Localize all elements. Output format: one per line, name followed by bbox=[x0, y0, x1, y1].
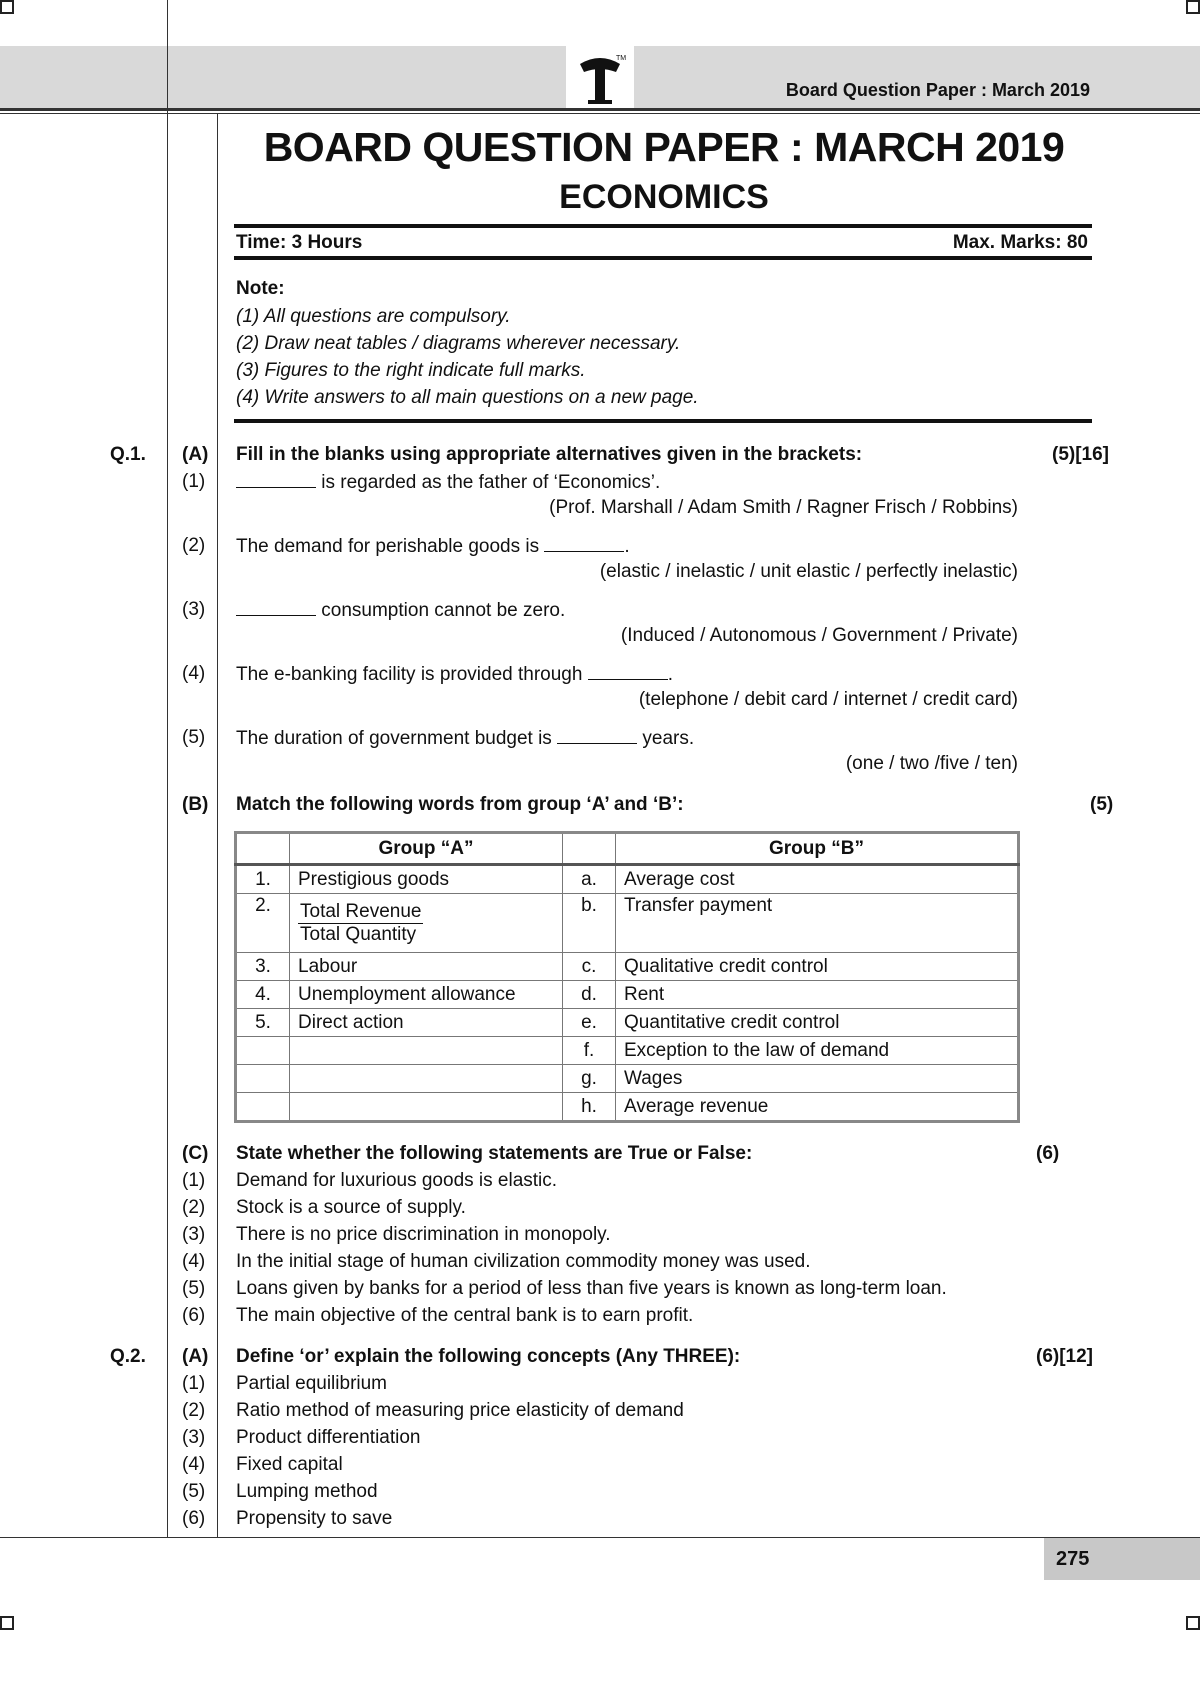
options-text: (one / two /five / ten) bbox=[845, 753, 1018, 774]
statement-item: There is no price discrimination in monopoly. bbox=[236, 1224, 611, 1245]
logo bbox=[566, 46, 634, 108]
question-number: Q.1. bbox=[110, 444, 146, 465]
statement-item: Demand for luxurious goods is elastic. bbox=[236, 1170, 558, 1191]
item-number: (5) bbox=[182, 1278, 206, 1299]
item-number: (5) bbox=[182, 1481, 206, 1502]
concept-item: Lumping method bbox=[236, 1481, 378, 1502]
section-heading: Match the following words from group ‘A’ and ‘B’: bbox=[236, 794, 684, 815]
options-text: (telephone / debit card / internet / credit card) bbox=[638, 689, 1018, 710]
item-number: (1) bbox=[182, 471, 206, 492]
header-rule bbox=[0, 113, 1200, 114]
crop-mark bbox=[1186, 0, 1200, 14]
note-item: (3) Figures to the right indicate full marks. bbox=[236, 360, 586, 381]
item-number: (1) bbox=[182, 1373, 206, 1394]
margin-line bbox=[167, 0, 168, 1537]
blank-line bbox=[588, 663, 668, 680]
header-rule bbox=[0, 108, 1200, 111]
table-row: 3. Labour c. Qualitative credit control bbox=[236, 953, 1019, 981]
group-a-header: Group “A” bbox=[290, 833, 563, 865]
table-row: f. Exception to the law of demand bbox=[236, 1037, 1019, 1065]
note-item: (2) Draw neat tables / diagrams wherever necessary. bbox=[236, 333, 681, 354]
item-number: (6) bbox=[182, 1508, 206, 1529]
note-item: (1) All questions are compulsory. bbox=[236, 306, 511, 327]
section-label: (B) bbox=[182, 794, 209, 815]
table-row: g. Wages bbox=[236, 1065, 1019, 1093]
statement-item: The main objective of the central bank is to earn profit. bbox=[236, 1305, 694, 1326]
fill-blank-item: The duration of government budget is years. bbox=[236, 728, 695, 749]
table-row: 5. Direct action e. Quantitative credit control bbox=[236, 1009, 1019, 1037]
fill-blank-item: The demand for perishable goods is . bbox=[236, 536, 630, 557]
blank-line bbox=[557, 727, 637, 744]
section-label: (A) bbox=[182, 444, 209, 465]
page-number: 275 bbox=[1056, 1548, 1090, 1570]
title-rule bbox=[234, 256, 1092, 260]
max-marks-label: Max. Marks: 80 bbox=[952, 232, 1088, 253]
crop-mark bbox=[1186, 1616, 1200, 1630]
title-rule bbox=[234, 224, 1092, 228]
fill-blank-item: consumption cannot be zero. bbox=[236, 599, 565, 622]
item-number: (5) bbox=[182, 727, 206, 748]
crop-mark bbox=[0, 1616, 14, 1630]
question-number: Q.2. bbox=[110, 1346, 146, 1367]
section-marks: (6)[12] bbox=[1036, 1346, 1094, 1367]
svg-text:TM: TM bbox=[616, 55, 627, 62]
time-label: Time: 3 Hours bbox=[236, 232, 363, 253]
section-heading: State whether the following statements are True or False: bbox=[236, 1143, 753, 1164]
statement-item: Loans given by banks for a period of less than five years is known as long-term loan. bbox=[236, 1278, 947, 1299]
item-number: (2) bbox=[182, 1197, 206, 1218]
item-number: (3) bbox=[182, 599, 206, 620]
table-row: 2. Total Revenue Total Quantity b. Transfer payment bbox=[236, 894, 1019, 953]
section-heading: Fill in the blanks using appropriate alternatives given in the brackets: bbox=[236, 444, 863, 465]
item-number: (6) bbox=[182, 1305, 206, 1326]
subject-title: ECONOMICS bbox=[559, 178, 769, 216]
crop-mark bbox=[0, 0, 14, 14]
table-row: h. Average revenue bbox=[236, 1093, 1019, 1122]
section-marks: (5)[16] bbox=[1052, 444, 1110, 465]
item-number: (2) bbox=[182, 535, 206, 556]
table-row: 4. Unemployment allowance d. Rent bbox=[236, 981, 1019, 1009]
footer-rule bbox=[0, 1537, 1200, 1538]
item-number: (3) bbox=[182, 1427, 206, 1448]
statement-item: Stock is a source of supply. bbox=[236, 1197, 466, 1218]
statement-item: In the initial stage of human civilization commodity money was used. bbox=[236, 1251, 811, 1272]
concept-item: Partial equilibrium bbox=[236, 1373, 388, 1394]
blank-line bbox=[544, 535, 624, 552]
section-label: (C) bbox=[182, 1143, 209, 1164]
section-marks: (6) bbox=[1036, 1143, 1060, 1164]
section-marks: (5) bbox=[1090, 794, 1114, 815]
blank-line bbox=[236, 471, 316, 488]
options-text: (Induced / Autonomous / Government / Private) bbox=[620, 625, 1018, 646]
options-text: (Prof. Marshall / Adam Smith / Ragner Frisch / Robbins) bbox=[549, 497, 1018, 518]
match-table bbox=[234, 831, 1020, 1123]
concept-item: Fixed capital bbox=[236, 1454, 343, 1475]
item-number: (4) bbox=[182, 663, 206, 684]
note-rule bbox=[234, 419, 1092, 423]
tree-logo-icon bbox=[566, 46, 634, 108]
margin-line bbox=[217, 114, 218, 1537]
note-heading: Note: bbox=[236, 278, 285, 299]
fill-blank-item: The e-banking facility is provided through . bbox=[236, 664, 673, 685]
fraction-cell bbox=[290, 894, 563, 953]
item-number: (3) bbox=[182, 1224, 206, 1245]
section-label: (A) bbox=[182, 1346, 209, 1367]
concept-item: Product differentiation bbox=[236, 1427, 421, 1448]
note-item: (4) Write answers to all main questions on a new page. bbox=[236, 387, 699, 408]
group-b-header: Group “B” bbox=[616, 833, 1019, 865]
item-number: (1) bbox=[182, 1170, 206, 1191]
table-row: 1. Prestigious goods a. Average cost bbox=[236, 865, 1019, 894]
fraction-numerator: Total Revenue bbox=[300, 900, 422, 922]
blank-line bbox=[236, 599, 316, 616]
concept-item: Ratio method of measuring price elasticity of demand bbox=[236, 1400, 684, 1421]
concept-item: Propensity to save bbox=[236, 1508, 393, 1529]
fraction-denominator: Total Quantity bbox=[300, 923, 417, 945]
item-number: (4) bbox=[182, 1454, 206, 1475]
item-number: (4) bbox=[182, 1251, 206, 1272]
fill-blank-item: is regarded as the father of ‘Economics’. bbox=[236, 471, 660, 494]
item-number: (2) bbox=[182, 1400, 206, 1421]
page-title: BOARD QUESTION PAPER : MARCH 2019 bbox=[263, 124, 1065, 170]
running-header: Board Question Paper : March 2019 bbox=[785, 80, 1090, 100]
section-heading: Define ‘or’ explain the following concepts (Any THREE): bbox=[236, 1346, 741, 1367]
options-text: (elastic / inelastic / unit elastic / perfectly inelastic) bbox=[599, 561, 1018, 582]
